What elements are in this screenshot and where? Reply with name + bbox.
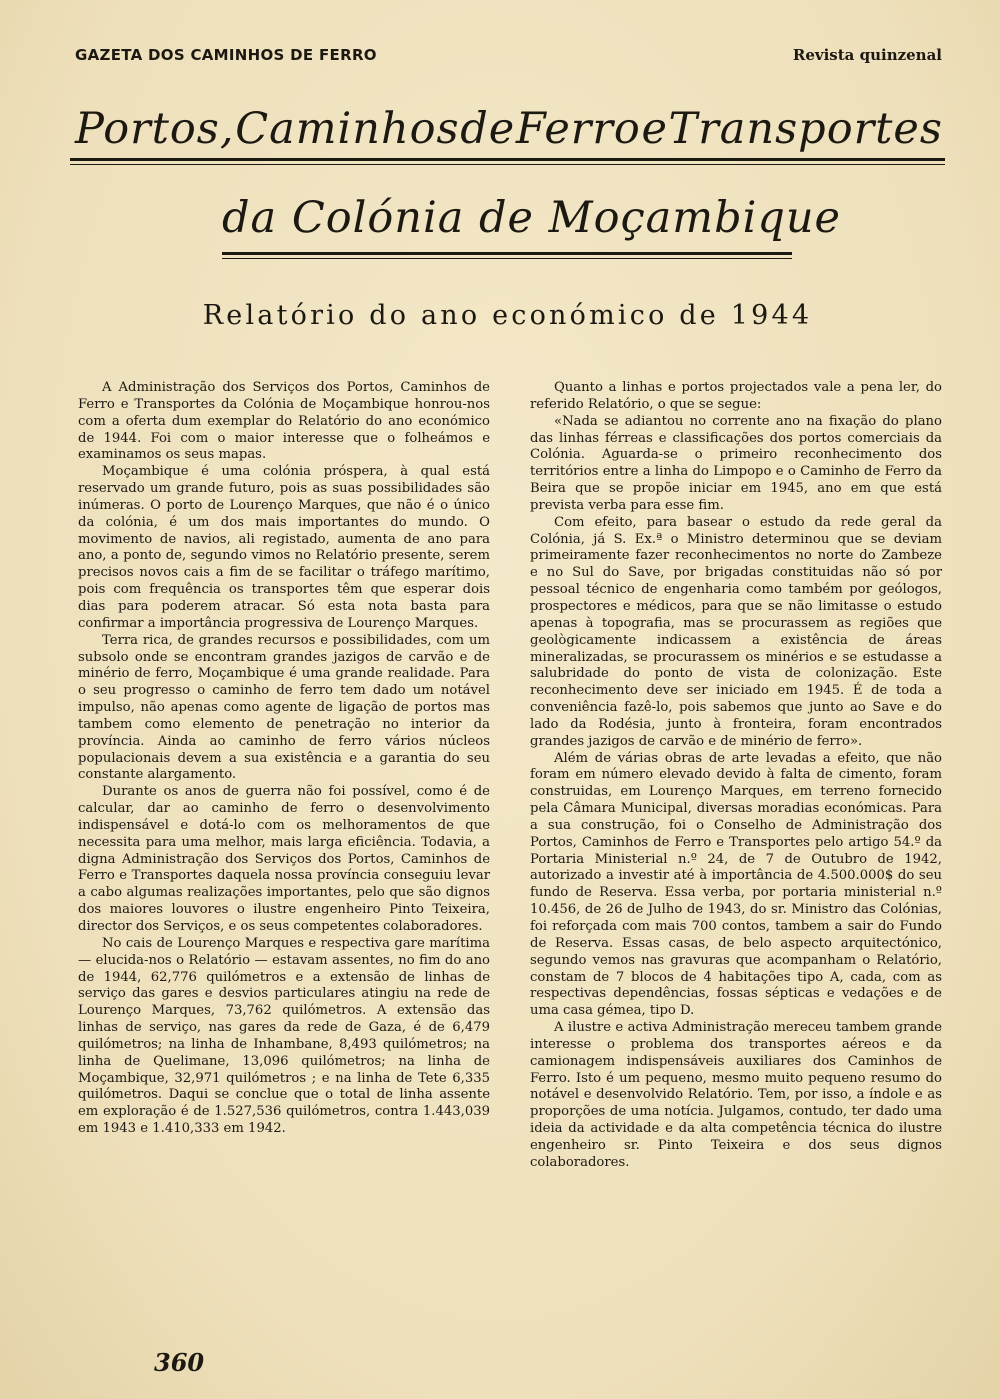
title-word: Portos, [75, 104, 235, 154]
title-rule-thick [222, 252, 792, 255]
paragraph: No cais de Lourenço Marques e respectiva gare marítima — elucida-nos o Relatório — estavam assentes, no fim do ano de 1944, 62,776 quilómetros e a extensão de linhas de serviço das gares e desvios particulares atingiu na rede de Lourenço Marques, 73,762 quilómetros. A extensão das linhas de serviço, nas gares da rede de Gaza, é de 6,479 quilómetros; na linha de Inhambane, 8,493 quilómetros; na linha de Quelimane, 13,096 quilómetros; na linha de Moçambique, 32,971 quilómetros ; e na linha de Tete 6,335 quilómetros. Daqui se conclue que o total de linha assente em exploração é de 1.527,536 quilómetros, contra 1.443,039 em 1943 e 1.410,333 em 1942. [78, 935, 490, 1137]
paragraph: A ilustre e activa Administração mereceu tambem grande interesse o problema dos transportes aéreos e da camionagem indispensáveis auxiliares dos Caminhos de Ferro. Isto é um pequeno, mesmo muito pequeno resumo do notável e desenvolvido Relatório. Tem, por isso, a índole e as proporções de uma notícia. Julgamos, contudo, ter dado uma ideia da actividade e da alta competência técnica do ilustre engenheiro sr. Pinto Teixeira e dos seus dignos colaboradores. [530, 1020, 942, 1170]
paragraph: Com efeito, para basear o estudo da rede geral da Colónia, já S. Ex.ª o Ministro determinou que se deviam primeiramente fazer reconhecimentos no norte do Zambeze e no Sul do Save, por brigadas constituidas não só por pessoal técnico de engenharia como também por geólogos, prospectores e médicos, para que se não limitasse o estudo apenas à topografia, mas se procurassem as regiões que geològicamente indicassem a existência de áreas mineralizadas, se procurassem os minérios e se estudasse a salubridade do ponto de vista de colonização. Este reconhecimento deve ser iniciado em 1945. É de toda a conveniência fazê-lo, pois sabemos que junto ao Save e do lado da Rodésia, junto à fronteira, foram encontrados grandes jazigos de carvão e de minério de ferro». [530, 514, 942, 749]
title-word: e [641, 104, 668, 154]
paragraph: Durante os anos de guerra não foi possível, como é de calcular, dar ao caminho de ferro o desenvolvimento indispensável e dotá-lo com os melhoramentos de que necessita para uma melhor, mais larga eficiência. Todavia, a digna Administração dos Serviços dos Portos, Caminhos de Ferro e Transportes daquela nossa província conseguiu levar a cabo algumas realizações importantes, pelo que são dignos dos maiores louvores o ilustre engenheiro Pinto Teixeira, director dos Serviços, e os seus competentes colaboradores. [78, 784, 490, 934]
publication-name: GAZETA DOS CAMINHOS DE FERRO [75, 46, 377, 64]
title-word: de [460, 104, 516, 154]
title-word: Caminhos [235, 104, 460, 154]
text-column-right [530, 380, 942, 1172]
text-column-left [78, 380, 490, 1138]
paragraph: Terra rica, de grandes recursos e possibilidades, com um subsolo onde se encontram grandes jazigos de carvão e de minério de ferro, Moçambique é uma grande realidade. Para o seu progresso o caminho de ferro tem dado um notável impulso, não apenas como agente de ligação de portos mas tambem como elemento de penetração no interior da província. Ainda ao caminho de ferro vários núcleos populacionais devem a sua existência e a garantia do seu constante alargamento. [78, 632, 490, 783]
article-title-line-1 [75, 104, 943, 154]
paragraph: «Nada se adiantou no corrente ano na fixação do plano das linhas férreas e classificações dos portos comerciais da Colónia. Aguarda-se o primeiro reconhecimento dos territórios entre a linha do Limpopo e o Caminho de Ferro da Beira que se propõe iniciar em 1945, ano em que está prevista verba para esse fim. [530, 413, 942, 513]
page-number: 360 [154, 1348, 205, 1377]
paragraph: A Administração dos Serviços dos Portos, Caminhos de Ferro e Transportes da Colónia de Moçambique honrou-nos com a oferta dum exemplar do Relatório do ano económico de 1944. Foi com o maior interesse que o folheámos e examinamos os seus mapas. [78, 380, 490, 463]
paragraph: Além de várias obras de arte levadas a efeito, que não foram em número elevado devido à falta de cimento, foram construidas, em Lourenço Marques, em terreno fornecido pela Câmara Municipal, diversas moradias económicas. Para a sua construção, foi o Conselho de Administração dos Portos, Caminhos de Ferro e Transportes pelo artigo 54.º da Portaria Ministerial n.º 24, de 7 de Outubro de 1942, autorizado a investir até à importância de 4.500.000$ do seu fundo de Reserva. Essa verba, por portaria ministerial n.º 10.456, de 26 de Julho de 1943, do sr. Ministro das Colónias, foi reforçada com mais 700 contos, tambem a sair do Fundo de Reserva. Essas casas, de belo aspecto arquitectónico, segundo vemos nas gravuras que acompanham o Relatório, constam de 7 blocos de 4 habitações tipo A, cada, com as respectivas dependências, fossas sépticas e vedações e de uma casa gémea, tipo D. [530, 750, 942, 1019]
article-subtitle: Relatório do ano económico de 1944 [202, 300, 813, 331]
title-rule-thin [222, 258, 792, 259]
title-rule-thick [70, 158, 945, 161]
paragraph: Quanto a linhas e portos projectados vale a pena ler, do referido Relatório, o que se segue: [530, 380, 942, 412]
article-title-line-2: da Colónia de Moçambique [222, 193, 842, 243]
paragraph: Moçambique é uma colónia próspera, à qual está reservado um grande futuro, pois as suas possibilidades são inúmeras. O porto de Lourenço Marques, que não é o único da colónia, é um dos mais importantes do mundo. O movimento de navios, ali registado, aumenta de ano para ano, a ponto de, segundo vimos no Relatório presente, serem precisos novos cais a fim de se facilitar o tráfego marítimo, pois com frequência os transportes têm que esperar dois dias para poderem atracar. Só esta nota basta para confirmar a importância progressiva de Lourenço Marques. [78, 464, 490, 631]
title-rule-thin [70, 164, 945, 165]
title-word: Transportes [668, 104, 943, 154]
publication-frequency: Revista quinzenal [792, 46, 942, 64]
title-word: Ferro [515, 104, 641, 154]
